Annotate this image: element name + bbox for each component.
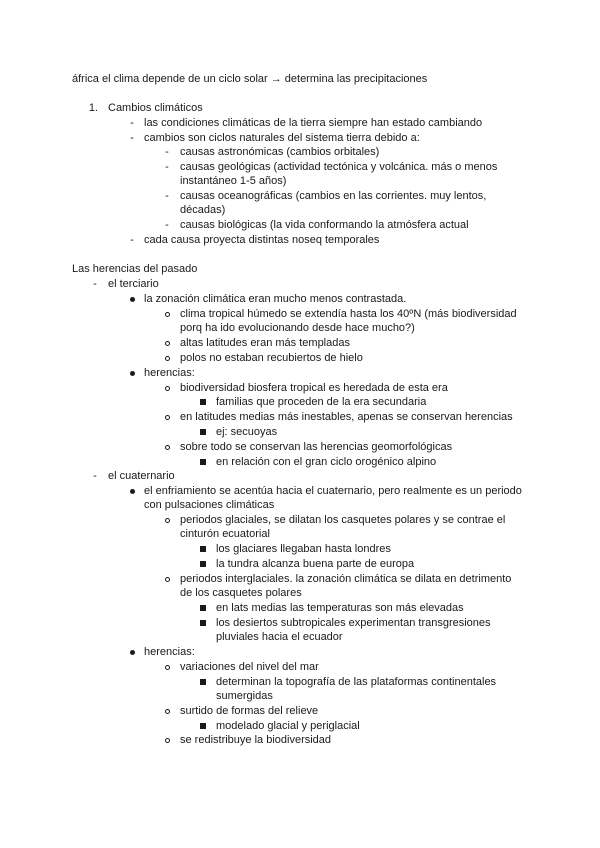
- list-item: en relación con el gran ciclo orogénico alpino: [216, 456, 437, 468]
- list-item: causas oceanográficas (cambios en las corrientes. muy lentos,: [180, 190, 487, 202]
- bullet-disc: [125, 485, 139, 497]
- list-item-continued: con pulsaciones climáticas: [144, 499, 275, 511]
- dash-marker: -: [130, 234, 134, 246]
- bullet-square: [196, 617, 210, 629]
- dash-marker: -: [93, 278, 97, 290]
- list-item: variaciones del nivel del mar: [180, 661, 319, 673]
- subsection-terciario: el terciario: [108, 278, 159, 290]
- list-item: herencias:: [144, 646, 195, 658]
- dash-marker: -: [165, 190, 169, 202]
- list-item: las condiciones climáticas de la tierra siempre han estado cambiando: [144, 117, 483, 129]
- bullet-square: [196, 558, 210, 570]
- bullet-circle: [160, 382, 174, 394]
- bullet-circle: [160, 441, 174, 453]
- list-number: 1.: [88, 102, 98, 114]
- list-item-continued: pluviales hacia el ecuador: [216, 631, 343, 643]
- bullet-disc: [125, 293, 139, 305]
- list-item: sobre todo se conservan las herencias geomorfológicas: [180, 441, 453, 453]
- list-item: polos no estaban recubiertos de hielo: [180, 352, 363, 364]
- list-item-continued: sumergidas: [216, 690, 273, 702]
- list-item: surtido de formas del relieve: [180, 705, 319, 717]
- bullet-square: [196, 426, 210, 438]
- bullet-circle: [160, 352, 174, 364]
- section-title-herencias: Las herencias del pasado: [72, 263, 198, 275]
- list-item: se redistribuye la biodiversidad: [180, 734, 332, 746]
- list-item: causas geológicas (actividad tectónica y volcánica. más o menos: [180, 161, 498, 173]
- section-title-cambios: Cambios climáticos: [108, 102, 203, 114]
- bullet-circle: [160, 573, 174, 585]
- list-item: ej: secuoyas: [216, 426, 278, 438]
- list-item: el enfriamiento se acentúa hacia el cuaternario, pero realmente es un periodo: [144, 485, 522, 497]
- bullet-circle: [160, 734, 174, 746]
- bullet-square: [196, 676, 210, 688]
- list-item: periodos glaciales, se dilatan los casquetes polares y se contrae el: [180, 514, 506, 526]
- list-item: causas astronómicas (cambios orbitales): [180, 146, 380, 158]
- list-item: herencias:: [144, 367, 195, 379]
- list-item-continued: porq ha ido evolucionando desde hace mucho?): [180, 322, 415, 334]
- list-item: periodos interglaciales. la zonación climática se dilata en detrimento: [180, 573, 512, 585]
- list-item: la tundra alcanza buena parte de europa: [216, 558, 415, 570]
- dash-marker: -: [165, 219, 169, 231]
- bullet-square: [196, 456, 210, 468]
- bullet-square: [196, 543, 210, 555]
- list-item: la zonación climática eran mucho menos contrastada.: [144, 293, 407, 305]
- dash-marker: -: [165, 146, 169, 158]
- subsection-cuaternario: el cuaternario: [108, 470, 175, 482]
- bullet-square: [196, 396, 210, 408]
- bullet-circle: [160, 308, 174, 320]
- list-item-continued: instantáneo 1-5 años): [180, 175, 287, 187]
- bullet-square: [196, 720, 210, 732]
- bullet-circle: [160, 411, 174, 423]
- list-item: clima tropical húmedo se extendía hasta los 40ºN (más biodiversidad: [180, 308, 517, 320]
- list-item: determinan la topografía de las plataformas continentales: [216, 676, 497, 688]
- bullet-circle: [160, 705, 174, 717]
- list-item: causas biológicas (la vida conformando la atmósfera actual: [180, 219, 469, 231]
- list-item: familias que proceden de la era secundaria: [216, 396, 427, 408]
- bullet-square: [196, 602, 210, 614]
- intro-line: áfrica el clima depende de un ciclo solar → determina las precipitaciones: [72, 73, 428, 85]
- dash-marker: -: [130, 117, 134, 129]
- dash-marker: -: [130, 132, 134, 144]
- bullet-disc: [125, 646, 139, 658]
- bullet-circle: [160, 514, 174, 526]
- bullet-circle: [160, 337, 174, 349]
- list-item: altas latitudes eran más templadas: [180, 337, 350, 349]
- dash-marker: -: [93, 470, 97, 482]
- list-item: en latitudes medias más inestables, apenas se conservan herencias: [180, 411, 513, 423]
- list-item-continued: décadas): [180, 204, 226, 216]
- list-item: cambios son ciclos naturales del sistema tierra debido a:: [144, 132, 420, 144]
- list-item: biodiversidad biosfera tropical es heredada de esta era: [180, 382, 448, 394]
- list-item: modelado glacial y periglacial: [216, 720, 360, 732]
- list-item-continued: cinturón ecuatorial: [180, 528, 270, 540]
- list-item-continued: de los casquetes polares: [180, 587, 302, 599]
- bullet-circle: [160, 661, 174, 673]
- list-item: en lats medias las temperaturas son más elevadas: [216, 602, 464, 614]
- list-item: los glaciares llegaban hasta londres: [216, 543, 391, 555]
- list-item: cada causa proyecta distintas noseq temporales: [144, 234, 380, 246]
- list-item: los desiertos subtropicales experimentan transgresiones: [216, 617, 491, 629]
- bullet-disc: [125, 367, 139, 379]
- dash-marker: -: [165, 161, 169, 173]
